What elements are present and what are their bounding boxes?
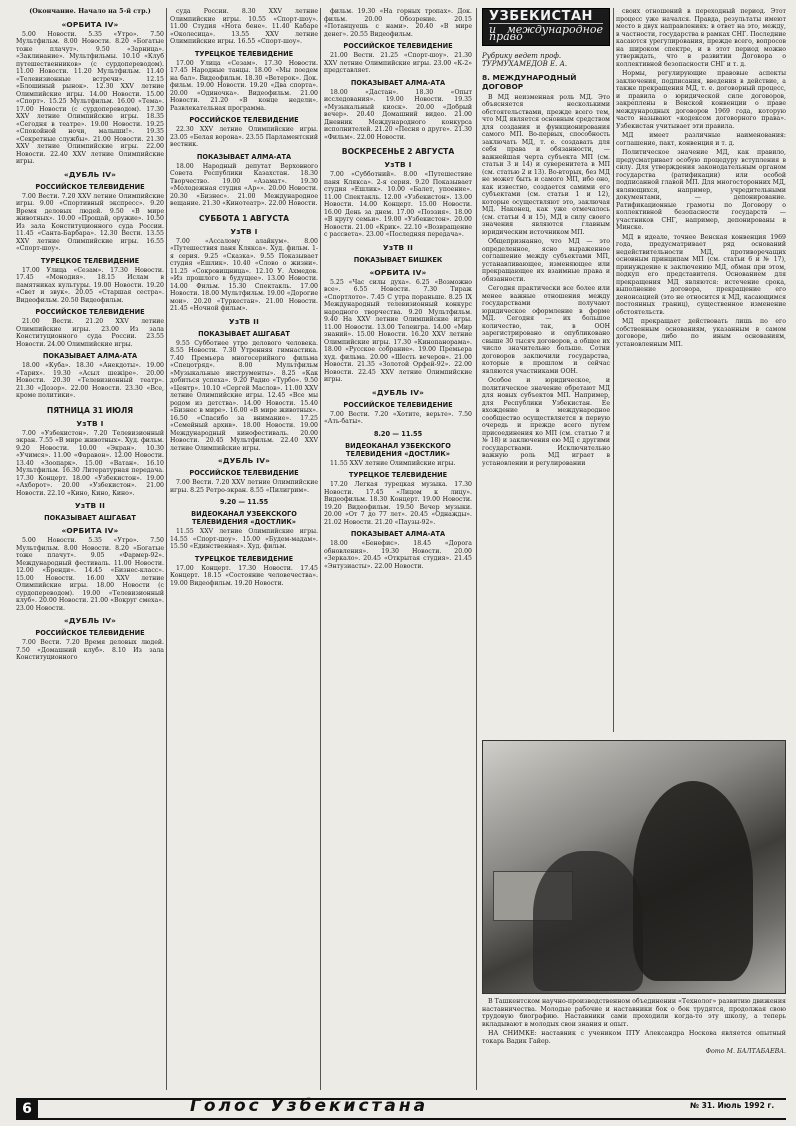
channel-heading: «ДУБЛЬ IV» bbox=[217, 456, 271, 465]
rubric-author: Рубрику ведет проф. ТУРМУХАМЕДОВ Е. А. bbox=[482, 51, 568, 68]
channel-subheading: РОССИЙСКОЕ ТЕЛЕВИДЕНИЕ bbox=[189, 116, 299, 124]
channel-heading: «ОРБИТА IV» bbox=[369, 267, 427, 277]
channel-subheading: ПОКАЗЫВАЕТ АЛМА-АТА bbox=[350, 78, 446, 87]
schedule-text: 11.55 XXV летние Олимпийские игры. bbox=[330, 459, 456, 467]
photo-person-shape bbox=[633, 781, 753, 981]
article-paragraph: В МД неизменная роль МД. Это объясняется несколькими обстоятельствами, прежде всего тем, что МД является основным средством для создания и функционирования самого МП. Во-первых, способность заключать МД, т. е. создавать для себя права и обязанности, — важнейшая черта субъекта МП (см. статьи 3 и 14) и суверенитета в МП (см. статью 2 и 13). Во-вторых, без МД не может быть и самого МП, ибо оно, как известно, создается самими его субъектами (см. статьи 1 и 12), которые осуществляют это, заключая МД. Наконец, как уже отмечалось (см. статьи 4 и 15), МД в силу своего значения являются главным юридическим источником МП. bbox=[482, 93, 610, 236]
channel-heading: «ДУБЛЬ IV» bbox=[371, 387, 425, 397]
channel-heading: «ОРБИТА IV» bbox=[61, 19, 119, 29]
schedule-text: 7.00 Вести. 7.20 XXV летние Олимпийские игры. 9.00 «Спортивный экспресс». 9.20 Время деловых людей. 9.50 «В мире животных». 10.00 «Прощай, оружие». 10.50 Из зала Конституционного суда России. 11.45 «Санта-Барбара». 12.30 Вести. 13.55 XXV летние Олимпийские игры. 16.55 «Спорт-шоу». bbox=[16, 192, 164, 252]
channel-subheading: ПОКАЗЫВАЕТ АШГАБАТ bbox=[44, 514, 136, 522]
article-paragraph: МД в идеале, точнее Венская конвенция 1969 года, предусматривает ряд оснований недействительности МД, противоречащих основным принципам МП (см. статьи 6 и № 17), принуждение к заключению МД, обман при этом, подкуп его представителя. Основанием для прекращения МД являются: истечение срока, выполнение договора, прекращение его денонсацией (это не относится к МД, касающимся постоянных границ), существенное изменение обстоятельств. bbox=[616, 233, 786, 316]
column-rule bbox=[320, 8, 321, 1090]
article-paragraph: своих отношений в переходный период. Этот процесс уже начался. Правда, результаты имеют место в двух направлениях: в ответ на это, между, в частности, государства в рамках СНГ. Последние касаются урегулирования, прежде всего, вопросов на широком спектре, и в этот период можно утверждать, что в развитии Договора о коллективной безопасности СНГ и т. д. bbox=[616, 8, 786, 68]
column-rule bbox=[166, 8, 167, 1090]
schedule-text: 7.00 Вести. 7.20 XXV летние Олимпийские игры. 8.25 Ретро-экран. 8.55 «Пилигрим». bbox=[170, 479, 318, 494]
channel-heading: «ДУБЛЬ IV» bbox=[63, 169, 117, 179]
channel-heading: «ДУБЛЬ IV» bbox=[63, 616, 117, 625]
column-rule bbox=[613, 8, 614, 732]
schedule-text: 7.00 «Субботний». 8.00 «Путешествие паня Клякса». 2-я серия. 9.20 Показывает студия «Ешлик». 10.00 «Балет, упоение». 11.00 Спектакль. 12.00 «Узбекистон». 13.00 Новости. 14.00 Концерт. 15.00 Новости. 16.00 День за днем. 17.00 «Поэзия». 18.00 «В кругу семьи». 19.00 «Узбекистон». 20.00 Новости. 21.00 «Крик». 22.10 «Возвращение с рассвета». 23.00 «Последняя передача». bbox=[324, 171, 472, 238]
schedule-text: 11.55 XXV летние Олимпийские игры. 14.55 «Спорт-шоу». 15.00 «Будем-мадам». 15.50 «Единственная». Худ. фильм. bbox=[170, 528, 318, 550]
schedule-text: 18.00 «Дастан». 18.30 «Опыт исследования». 19.00 Новости. 19.35 «Музыкальный киоск». 20.00 «Добрый вечер». 20.40 Домашний видео. 21.00 Дневник Международного конкурса исполнителей. 21.20 «Песня о друге». 21.30 «Фильм». 22.00 Новости. bbox=[324, 88, 472, 141]
channel-subheading: ПОКАЗЫВАЕТ БИШКЕК bbox=[353, 255, 443, 264]
newspaper-masthead: Голос Узбекистана bbox=[190, 1096, 429, 1116]
schedule-text: суда России. 8.30 XXV летние Олимпийские игры. 10.55 «Спорт-шоу». 11.00 Студия «Нота бене». 11.40 Кабаре «Околесица». 13.55 XXV летние Олимпийские игры. 16.55 «Спорт-шоу». bbox=[170, 8, 318, 45]
channel-heading: УзТВ II bbox=[74, 501, 106, 510]
day-heading: ВОСКРЕСЕНЬЕ 2 АВГУСТА bbox=[341, 147, 455, 156]
channel-heading: УзТВ I bbox=[76, 418, 104, 428]
caption-note: НА СНИМКЕ: наставник с учеником ПТУ Александра Носкова является опытный токарь Вадик Гайер. bbox=[482, 1030, 786, 1045]
channel-subheading: ПОКАЗЫВАЕТ АЛМА-АТА bbox=[196, 152, 292, 161]
channel-heading: «ОРБИТА IV» bbox=[61, 526, 119, 535]
tv-column-3 bbox=[324, 8, 472, 1090]
channel-heading: УзТВ I bbox=[230, 226, 258, 236]
schedule-text: 18.00 Народный депутат Верховного Совета Республики Казахстан. 18.30 Творчество. 19.00 «Азамат». 19.30 «Молодежная студия «Ар»». 20.00 Новости. 20.30 «Бизнес». 21.00 Международное вещание. 21.30 «Кинотеатр». 22.00 Новости. bbox=[170, 162, 318, 207]
schedule-text: 22.30 XXV летние Олимпийские игры. 23.05 «Белая ворона». 23.55 Парламентский вестник. bbox=[170, 126, 318, 148]
tv-column-2 bbox=[170, 8, 318, 1090]
channel-subheading: ПОКАЗЫВАЕТ АЛМА-АТА bbox=[350, 530, 446, 538]
schedule-text: 7.00 «Ассалому алайкум». 8.00 «Путешествия паня Клякса». Худ. фильм. 1-я серия. 9.25 «Сказка». 9.55 Показывает студия «Ешлик». 10.40 «Слово о жизни». 11.25 «Сокровищница». 12.10 У. Ахмедов. «Из прошлого в будущее». 13.00 Новости. 14.00 Фильм. 15.30 Спектакль. 17.00 Новости. 18.00 Мультфильм. 19.00 «Дорогие мои». 20.20 «Туркестан». 21.00 Новости. 21.45 «Ночной фильм». bbox=[170, 237, 318, 312]
rubric-logo-top: УЗБЕКИСТАН bbox=[489, 9, 593, 24]
continuation-note: (Окончание. Начало на 5-й стр.) bbox=[29, 8, 151, 15]
channel-subheading: ТУРЕЦКОЕ ТЕЛЕВИДЕНИЕ bbox=[194, 49, 294, 58]
schedule-text: 18.00 «Куба». 18.30 «Анекдоты». 19.00 «Тарих». 19.30 «Асыл шежіре». 20.00 Новости. 20.30 «Телевизионный театр». 21.30 «Дозор». 22.00 Новости. 23.30 «Все, кроме политики». bbox=[16, 362, 164, 399]
channel-subheading: ПОКАЗЫВАЕТ АЛМА-АТА bbox=[42, 352, 138, 360]
photo-caption bbox=[482, 998, 786, 1055]
photo-credit: Фото М. БАЛТАБАЕВА. bbox=[705, 1047, 786, 1055]
issue-info: № 31. Июль 1992 г. bbox=[690, 1101, 775, 1110]
article-paragraph: Особое и юридическое, и политическое значение обретают МД для новых субъектов МП. Например, для Республики Узбекистан. Ее вхождение в международное сообщество осуществляется в первую очередь и прежде всего путем присоединения ко МП (см. статью 7 и № 18) и заключения ею МД с другими государствами. Исключительно важную роль МД играет в установлении и регулировании bbox=[482, 377, 610, 467]
channel-subheading: РОССИЙСКОЕ ТЕЛЕВИДЕНИЕ bbox=[35, 182, 145, 191]
schedule-text: 17.00 Улица «Сезам». 17.30 Новости. 17.45 «Монодия». 18.15 Ислам в памятниках культуры. 19.00 Новости. 19.20 «Свет и звук». 20.05 «Старшая сестра». Видеофильм. 20.50 Видеофильм. bbox=[16, 266, 164, 304]
caption-text: В Ташкентском научно-производственном объединении «Технолог» развитию движения наставничества. Молодые рабочие и наставники бок о бок трудятся, продолжая свою трудовую биографию. Наставники сами проходили когда-то эту школу, а теперь вкладывают в молодых свои знания и опыт. bbox=[482, 998, 786, 1028]
news-photo bbox=[482, 740, 786, 994]
article-paragraph: МД имеет различные наименования: соглашение, пакт, конвенция и т. д. bbox=[616, 132, 786, 147]
channel-heading: УзТВ II bbox=[228, 316, 260, 326]
channel-subheading: РОССИЙСКОЕ ТЕЛЕВИДЕНИЕ bbox=[343, 42, 453, 50]
article-paragraph: Общепризнанно, что МД — это определенное, ясно выраженное соглашение между субъектами МП, устанавливающее, изменяющее или прекращающее их взаимные права и обязанности. bbox=[482, 238, 610, 283]
column-rule bbox=[476, 8, 477, 1090]
rubric-logo bbox=[482, 8, 610, 46]
channel-heading: УзТВ II bbox=[382, 242, 414, 252]
tv-column-1 bbox=[16, 8, 164, 1090]
time-range: 9.20 — 11.55 bbox=[219, 498, 269, 506]
page-number: 6 bbox=[16, 1098, 38, 1120]
channel-subheading: РОССИЙСКОЕ ТЕЛЕВИДЕНИЕ bbox=[189, 469, 299, 477]
schedule-text: 9.55 Субботнее утро делового человека. 8.55 Новости. 7.30 Утренняя гимнастика. 7.40 Премьера многосерийного фильма «Спецотряд». 8.00 Мультфильм «Музыкальные инструменты». 8.25 «Как добиться успеха». 9.20 Радио «Турбо». 9.50 «Центр». 10.10 «Сергей Маслов». 11.00 XXV летние Олимпийские игры. 12.45 «Все мы родом из детства». 14.00 Новости. 15.40 «Бизнес в мире». 16.00 «В мире животных». 16.50 «Спасибо за внимание». 17.25 «Семейный архив». 18.00 Новости. 19.00 Международный кинофестиваль. 20.00 Новости. 20.45 Мультфильм. 22.40 XXV летние Олимпийские игры. bbox=[170, 339, 318, 452]
schedule-text: 5.00 Новости. 5.35 «Утро». 7.50 Мультфильм. 8.00 Новости. 8.20 «Богатые тоже плачут». 9.05 «Фармер-92». Международный фестиваль. 11.00 Новости. 12.00 «Бренди». 14.45 «Бизнес-класс». 15.00 Новости. 16.00 XXV летние Олимпийские игры. 18.00 Новости (с сурдопереводом). 19.00 «Телевизионный клуб». 20.00 Новости. 21.00 «Вокруг смеха». 23.00 Новости. bbox=[16, 537, 164, 612]
schedule-text: 7.00 «Узбекистон». 7.20 Телевизионный экран. 7.55 «В мире животных». Худ. фильм. 9.20 Новости. 10.00 «Экран». 10.30 «Учимся». 11.00 «Фаравон». 12.00 Новости. 13.40 «Зоопарк». 15.00 «Ватан». 16.10 Мультфильм. 16.30 Литературная передача. 17.30 Концерт. 18.00 «Узбекистон». 19.00 «Ахборот». 20.00 «Узбекистон». 21.00 Новости. 22.10 «Кино, Кино, Кино». bbox=[16, 429, 164, 497]
article-paragraph: Сегодня практически все более или менее важные отношения между государствами получают юридическое оформление в форме МД. Сегодня — их большое количество, так, в ООН зарегистрировано и опубликовано свыше 30 тысяч договоров, а общее их число значительно больше. Сотни договоров заключили государства, которые в прошлом и сейчас являются участниками ООН. bbox=[482, 285, 610, 375]
day-heading: ПЯТНИЦА 31 ИЮЛЯ bbox=[46, 405, 134, 415]
schedule-text: 5.25 «Час силы духа». 6.25 «Возможно все». 6.55 Новости. 7.30 Тираж «Спортлото». 7.45 С утра пораньше. 8.25 IX Международный телевизионный конкурс народного творчества. 9.20 Мультфильм. 9.40 На XXV летние Олимпийские игры. 11.00 Новости. 13.00 Телеигра. 14.00 «Мир знаний». 15.00 Новости. 16.20 XXV летние Олимпийские игры. 17.30 «Кинопанорама». 18.00 «Русское собрание». 19.00 Премьера худ. фильма. 20.00 «Шесть вечеров». 21.00 Новости. 21.35 «Золотой Орфей-92». 22.00 Новости. 22.45 XXV летние Олимпийские игры. bbox=[324, 278, 472, 383]
channel-subheading: ТУРЕЦКОЕ ТЕЛЕВИДЕНИЕ bbox=[194, 554, 294, 563]
article-paragraph: МД прекращает действовать лишь по его собственным основаниям, указанным в самом договоре, либо по иным основаниям, установленным МП. bbox=[616, 318, 786, 348]
channel-subheading: РОССИЙСКОЕ ТЕЛЕВИДЕНИЕ bbox=[35, 308, 145, 316]
time-range: 8.20 — 11.55 bbox=[373, 429, 423, 438]
channel-subheading: РОССИЙСКОЕ ТЕЛЕВИДЕНИЕ bbox=[343, 400, 453, 409]
article-paragraph: Нормы, регулирующие правовые аспекты заключения, подписания, введения в действие, а также прекращения МД, т. е. договорный процесс, и правила о юридической силе договоров, закреплены в Венской конвенции о праве международных договоров 1969 года, которую часто называют «кодексом договорного права». Узбекистан учитывает эти правила. bbox=[616, 70, 786, 130]
day-heading: СУББОТА 1 АВГУСТА bbox=[198, 213, 290, 223]
channel-subheading: ВИДЕОКАНАЛ УЗБЕКСКОГО ТЕЛЕВИДЕНИЯ «ДОСТЛИК» bbox=[191, 510, 297, 526]
article-column-1 bbox=[482, 8, 610, 732]
schedule-text: 17.00 Улица «Сезам». 17.30 Новости. 17.45 Народные танцы. 18.00 «Мы поедем на бал». Видеофильм. 18.30 «Ветерок». Док. фильм. 19.00 Новости. 19.20 «Два спорта». 20.00 «Одиночка». Видеофильм. 21.00 Новости. 21.20 «В конце недели». Развлекательная программа. bbox=[170, 59, 318, 112]
schedule-text: 18.00 «Бенефис». 18.45 «Дорога обновления». 19.30 Новости. 20.00 «Зеркало». 20.45 «Открытая студия». 21.45 «Энтузиасты». 22.00 Новости. bbox=[324, 540, 472, 570]
article-title: 8. МЕЖДУНАРОДНЫЙ ДОГОВОР bbox=[482, 72, 577, 91]
schedule-text: 17.20 Легкая турецкая музыка. 17.30 Новости. 17.45 «Лицом к лицу». Видеофильм. 18.30 Концерт. 19.00 Новости. 19.20 Видеофильм. 19.50 Вечер музыки. 20.00 «От 7 до 77 лет». 20.45 «Однажды». 21.02 Новости. 21.20 «Паузы-92». bbox=[324, 481, 472, 526]
schedule-text: 7.00 Вести. 7.20 «Хотите, верьте». 7.50 «Ать-баты». bbox=[324, 410, 472, 425]
schedule-text: 5.00 Новости. 5.35 «Утро». 7.50 Мультфильм. 8.00 Новости. 8.20 «Богатые тоже плачут». 9.50 «Зарница». «Заклинание». Мультфильмы. 10.10 «Клуб путешественников» (с сурдопереводом). 11.00 Новости. 11.20 Мультфильм. 11.40 «Телевизионные встречи». 12.15 «Блошиный рынок». 12.30 XXV летние Олимпийские игры. 14.00 Новости. 15.00 «Спорт». 15.25 Мультфильм. 16.00 «Тема». 17.00 Новости (с сурдопереводом). 17.30 XXV летние Олимпийские игры. 18.35 «Сегодня в театре». 19.00 Новости. 19.25 «Спокойной ночи, малыши!». 19.35 «Секретные службы». 21.00 Новости. 21.30 XXV летние Олимпийские игры. 22.00 Новости. 22.40 XXV летние Олимпийские игры. bbox=[16, 30, 164, 165]
channel-subheading: ТУРЕЦКОЕ ТЕЛЕВИДЕНИЕ bbox=[348, 471, 448, 479]
schedule-text: фильм. 19.30 «На горных тропах». Док. фильм. 20.00 Обозрение. 20.15 «Потанцуешь с нами». 20.40 «В мире денег». 20.55 Видеофильм. bbox=[324, 8, 472, 38]
schedule-text: 7.00 Вести. 7.20 Время деловых людей. 7.50 «Домашний клуб». 8.10 Из зала Конституционного bbox=[16, 639, 164, 661]
page-footer bbox=[0, 1094, 796, 1126]
rubric-logo-bottom: и международное право bbox=[489, 22, 603, 43]
channel-subheading: ПОКАЗЫВАЕТ АШГАБАТ bbox=[198, 329, 290, 338]
article-column-2 bbox=[616, 8, 786, 732]
channel-subheading: ВИДЕОКАНАЛ УЗБЕКСКОГО ТЕЛЕВИДЕНИЯ «ДОСТЛИК» bbox=[345, 441, 451, 458]
article-paragraph: Политическое значение МД, как правило, предусматривает особую процедуру вступления в силу. Для утверждения законодательным органом государства (ратификации) или особой подписанной главой МП. Для многосторонних МД, являющихся, например, учредительными документами, — депонирование. Ратификационные грамоты по Договору о коллективной безопасности государств — участников СНГ, например, депонированы в Минске. bbox=[616, 149, 786, 231]
channel-heading: УзТВ I bbox=[384, 160, 412, 169]
channel-subheading: РОССИЙСКОЕ ТЕЛЕВИДЕНИЕ bbox=[35, 629, 145, 637]
schedule-text: 21.00 Вести. 21.20 XXV летние Олимпийские игры. 23.00 Из зала Конституционного суда России. 23.55 Новости. 24.00 Олимпийские игры. bbox=[16, 318, 164, 348]
schedule-text: 21.00 Вести. 21.25 «Спорт-шоу». 21.30 XXV летние Олимпийские игры. 23.00 «К-2» представляет. bbox=[324, 52, 472, 74]
photo-person-shape bbox=[533, 851, 643, 991]
schedule-text: 17.00 Концерт. 17.30 Новости. 17.45 Концерт. 18.15 «Состояние человечества». 19.00 Видеофильм. 19.20 Новости. bbox=[170, 564, 318, 587]
channel-subheading: ТУРЕЦКОЕ ТЕЛЕВИДЕНИЕ bbox=[40, 256, 140, 265]
